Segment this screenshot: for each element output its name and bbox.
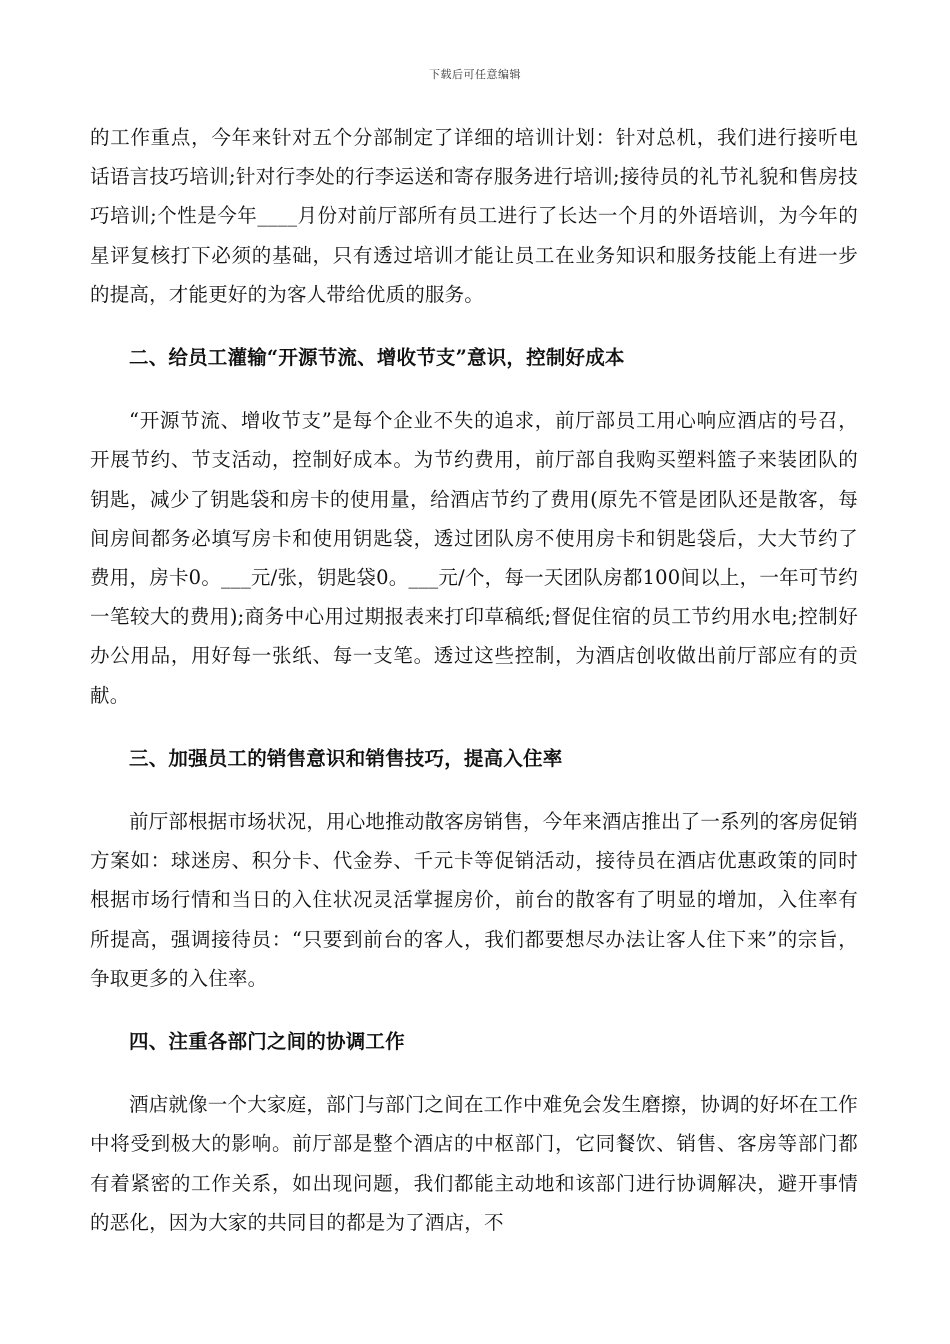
document-body	[90, 118, 858, 1242]
paragraph-training: 的工作重点，今年来针对五个分部制定了详细的培训计划：针对总机，我们进行接听电话语言技巧培训;针对行李处的行李运送和寄存服务进行培训;接待员的礼节礼貌和售房技巧培训;个性是今年____月份对前厅部所有员工进行了长达一个月的外语培训，为今年的星评复核打下必须的基础，只有透过培训才能让员工在业务知识和服务技能上有进一步的提高，才能更好的为客人带给优质的服务。	[90, 126, 858, 306]
page-header-note: 下载后可任意编辑	[429, 68, 521, 81]
paragraph-coordination: 酒店就像一个大家庭，部门与部门之间在工作中难免会发生磨擦，协调的好坏在工作中将受到极大的影响。前厅部是整个酒店的中枢部门，它同餐饮、销售、客房等部门都有着紧密的工作关系，如出现问题，我们都能主动地和该部门进行协调解决，避开事情的恶化，因为大家的共同目的都是为了酒店，不	[90, 1093, 858, 1234]
paragraph-sales: 前厅部根据市场状况，用心地推动散客房销售，今年来酒店推出了一系列的客房促销方案如：球迷房、积分卡、代金券、千元卡等促销活动，接待员在酒店优惠政策的同时根据市场行情和当日的入住状况灵活掌握房价，前台的散客有了明显的增加，入住率有所提高，强调接待员：“只要到前台的客人，我们都要想尽办法让客人住下来”的宗旨，争取更多的入住率。	[90, 810, 858, 990]
section-heading-cost-control: 二、给员工灌输“开源节流、增收节支”意识，控制好成本	[129, 346, 625, 370]
section-heading-sales: 三、加强员工的销售意识和销售技巧，提高入住率	[129, 746, 563, 770]
section-heading-coordination: 四、注重各部门之间的协调工作	[129, 1030, 405, 1054]
paragraph-cost-control: “开源节流、增收节支”是每个企业不失的追求，前厅部员工用心响应酒店的号召，开展节约、节支活动，控制好成本。为节约费用，前厅部自我购买塑料篮子来装团队的钥匙，减少了钥匙袋和房卡的使用量，给酒店节约了费用(原先不管是团队还是散客，每间房间都务必填写房卡和使用钥匙袋，透过团队房不使用房卡和钥匙袋后，大大节约了费用，房卡0。___元/张，钥匙袋0。___元/个，每一天团队房都100间以上，一年可节约一笔较大的费用);商务中心用过期报表来打印草稿纸;督促住宿的员工节约用水电;控制好办公用品，用好每一张纸、每一支笔。透过这些控制，为酒店创收做出前厅部应有的贡献。	[90, 409, 858, 707]
